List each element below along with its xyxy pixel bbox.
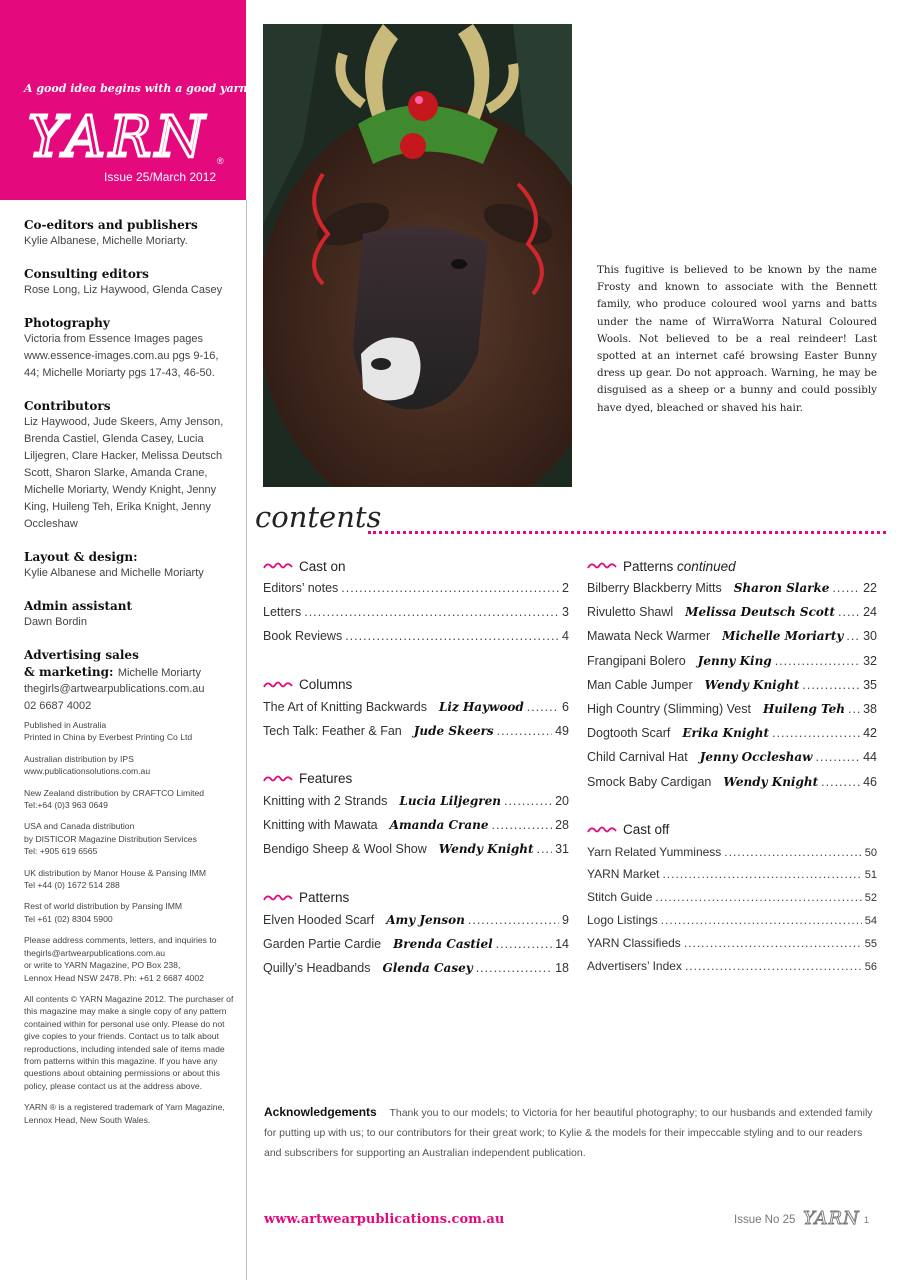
dot-leader bbox=[304, 605, 559, 619]
contents-entry[interactable] bbox=[587, 913, 877, 936]
entry-title: Man Cable Jumper bbox=[587, 677, 693, 692]
section-header bbox=[263, 672, 569, 698]
dot-leader bbox=[476, 961, 552, 975]
credit-text: Liz Haywood, Jude Skeers, Amy Jenson, Brenda Castiel, Glenda Casey, Lucia Liljegren, Clare Hacker, Melissa Deutsch Scott, Sharon Slarke, Amanda Crane, Michelle Moriarty, Wendy Knight, Jenny King, Huileng Teh, Erika Knight, Jenny Occleshaw bbox=[24, 416, 224, 530]
dot-leader bbox=[504, 794, 552, 808]
entry-author: Jude Skeers bbox=[413, 723, 494, 738]
entry-page-number: 28 bbox=[555, 818, 569, 833]
fineprint-paragraph: YARN ® is a registered trademark of Yarn Magazine, Lennox Head, New South Wales. bbox=[24, 1102, 225, 1125]
entry-page-number: 20 bbox=[555, 793, 569, 808]
contents-column-right bbox=[587, 553, 877, 999]
swirl-ornament-icon bbox=[263, 892, 293, 904]
entry-title: Advertisers’ Index bbox=[587, 958, 682, 973]
contents-section bbox=[263, 885, 569, 986]
entry-author: Wendy Knight bbox=[723, 774, 819, 789]
entry-page-number: 38 bbox=[863, 701, 877, 716]
column-divider bbox=[246, 200, 247, 1280]
section-title-text: Features bbox=[299, 771, 353, 787]
entry-title: The Art of Knitting Backwards bbox=[263, 699, 427, 714]
contents-entry[interactable] bbox=[587, 936, 877, 959]
contents-entry[interactable] bbox=[587, 959, 877, 982]
entry-title: Knitting with Mawata bbox=[263, 818, 378, 833]
contents-column-left bbox=[263, 553, 569, 1003]
entry-title: Logo Listings bbox=[587, 913, 658, 928]
fineprint-paragraph: Rest of world distribution by Pansing IMM Tel +61 (02) 8304 5900 bbox=[24, 901, 183, 924]
credit-name: Michelle Moriarty bbox=[117, 667, 201, 679]
entry-title: Child Carnival Hat bbox=[587, 750, 688, 765]
contents-entry[interactable] bbox=[263, 700, 569, 724]
section-title-continued: continued bbox=[677, 558, 736, 574]
entry-page-number: 44 bbox=[863, 750, 877, 765]
entry-page-number: 42 bbox=[863, 726, 877, 741]
dot-leader bbox=[497, 724, 552, 738]
page-number: 1 bbox=[864, 1215, 870, 1225]
contents-entry[interactable] bbox=[587, 581, 877, 605]
dot-leader bbox=[661, 913, 862, 927]
contents-entry[interactable] bbox=[263, 818, 569, 842]
entry-page-number: 4 bbox=[562, 629, 569, 644]
contents-entry[interactable] bbox=[263, 794, 569, 818]
yarn-logo bbox=[26, 98, 226, 168]
entry-author: Melissa Deutsch Scott bbox=[685, 605, 835, 620]
contents-entry[interactable] bbox=[587, 654, 877, 678]
credit-block bbox=[24, 315, 236, 382]
swirl-ornament-icon bbox=[587, 824, 617, 836]
entry-title: Tech Talk: Feather & Fan bbox=[263, 723, 402, 738]
dot-leader bbox=[832, 581, 860, 595]
contents-entry[interactable] bbox=[587, 750, 877, 774]
entry-title: YARN Market bbox=[587, 867, 660, 882]
section-header bbox=[263, 553, 569, 579]
entry-page-number: 30 bbox=[863, 629, 877, 644]
entry-page-number: 24 bbox=[863, 605, 877, 620]
entry-title: Letters bbox=[263, 605, 302, 620]
credit-advertising bbox=[24, 647, 236, 715]
credit-text: Dawn Bordin bbox=[24, 616, 87, 628]
entry-title: Editors’ notes bbox=[263, 581, 339, 595]
footer-issue: Issue No 25 bbox=[734, 1214, 796, 1226]
credit-heading: Advertising sales bbox=[24, 648, 139, 662]
section-title-text: Cast off bbox=[623, 822, 670, 838]
photo-caption: This fugitive is believed to be known by the name Frosty and known to associate with the Bennett family, who produce coloured wool yarns and batts under the name of WirraWorra Natural Coloured Wools. Not believed to be a real reindeer! Last spotted at an internet café browsing Easter Bunny dress up gear. Do not approach. Warning, he may be disguised as a sheep or a bunny and could possibly have dyed, bleached or shaved his hair. bbox=[597, 264, 877, 414]
entry-author: Amy Jenson bbox=[386, 912, 465, 927]
entry-page-number: 6 bbox=[562, 699, 569, 714]
entry-author: Brenda Castiel bbox=[393, 936, 493, 951]
entry-page-number: 18 bbox=[555, 960, 569, 975]
entry-page-number: 14 bbox=[555, 936, 569, 951]
entry-title: Yarn Related Yumminess bbox=[587, 844, 722, 859]
credit-heading: Photography bbox=[24, 316, 110, 330]
section-title bbox=[299, 559, 346, 574]
section-title bbox=[299, 771, 352, 786]
section-title bbox=[299, 677, 352, 692]
entry-page-number: 32 bbox=[863, 653, 877, 668]
contents-entry[interactable] bbox=[587, 702, 877, 726]
acknowledgements-heading: Acknowledgements bbox=[264, 1105, 377, 1119]
entry-author: Wendy Knight bbox=[438, 842, 534, 857]
contents-title: contents bbox=[255, 500, 382, 534]
dot-leader bbox=[772, 726, 860, 740]
section-title bbox=[623, 822, 669, 837]
section-title-text: Cast on bbox=[299, 558, 346, 574]
website-link[interactable]: www.artwearpublications.com.au bbox=[264, 1212, 505, 1227]
contents-section bbox=[263, 672, 569, 748]
contents-section bbox=[587, 817, 877, 982]
swirl-ornament-icon bbox=[263, 773, 293, 785]
credit-text: Kylie Albanese and Michelle Moriarty bbox=[24, 567, 204, 579]
dot-leader bbox=[341, 581, 559, 595]
entry-page-number: 50 bbox=[864, 846, 877, 859]
credit-block bbox=[24, 217, 236, 250]
credit-block bbox=[24, 398, 236, 533]
entry-title: Bilberry Blackberry Mitts bbox=[587, 581, 722, 595]
entry-page-number: 2 bbox=[562, 581, 569, 595]
entry-page-number: 3 bbox=[562, 605, 569, 620]
registered-mark: ® bbox=[217, 156, 224, 166]
dot-leader bbox=[655, 890, 861, 904]
dot-leader bbox=[821, 775, 860, 789]
entry-page-number: 22 bbox=[863, 581, 877, 595]
credit-block bbox=[24, 549, 236, 582]
contents-entry[interactable] bbox=[263, 629, 569, 653]
dot-leader bbox=[848, 702, 860, 716]
fineprint-paragraph: Australian distribution by IPS www.publicationsolutions.com.au bbox=[24, 753, 151, 777]
dot-leader bbox=[468, 913, 559, 927]
footer-yarn-logo bbox=[802, 1207, 860, 1229]
entry-author: Wendy Knight bbox=[704, 677, 800, 692]
contents-section bbox=[587, 553, 877, 799]
contents-entry[interactable] bbox=[587, 605, 877, 629]
credit-heading: Admin assistant bbox=[24, 599, 133, 613]
entry-page-number: 52 bbox=[864, 892, 877, 905]
contents-entry[interactable] bbox=[263, 937, 569, 961]
contents-entry[interactable] bbox=[263, 724, 569, 748]
dot-leader bbox=[527, 700, 559, 714]
dot-leader bbox=[685, 959, 862, 973]
entry-title: Elven Hooded Scarf bbox=[263, 912, 375, 927]
dot-leader bbox=[838, 605, 860, 619]
contents-entry[interactable] bbox=[587, 867, 877, 890]
credit-text: Rose Long, Liz Haywood, Glenda Casey bbox=[24, 284, 223, 296]
fineprint-paragraph: New Zealand distribution by CRAFTCO Limited Tel:+64 (0)3 963 0649 bbox=[24, 787, 205, 811]
contents-entry[interactable] bbox=[587, 890, 877, 913]
entry-author: Sharon Slarke bbox=[733, 581, 830, 595]
credit-block bbox=[24, 266, 236, 299]
entry-title: Bendigo Sheep & Wool Show bbox=[263, 842, 427, 857]
entry-title: Rivuletto Shawl bbox=[587, 605, 674, 620]
contents-entry[interactable] bbox=[587, 775, 877, 799]
entry-title: Garden Partie Cardie bbox=[263, 936, 382, 951]
entry-title: Knitting with 2 Strands bbox=[263, 793, 388, 808]
fineprint-paragraph: USA and Canada distribution by DISTICOR Magazine Distribution Services Tel: +905 619 6565 bbox=[24, 821, 197, 857]
contact-email[interactable]: thegirls@artwearpublications.com.au bbox=[24, 683, 205, 695]
entry-author: Huileng Teh bbox=[762, 701, 845, 716]
credit-heading: Consulting editors bbox=[24, 267, 149, 281]
dot-leader bbox=[724, 845, 861, 859]
credit-block bbox=[24, 598, 236, 631]
contact-phone: 02 6687 4002 bbox=[24, 700, 92, 712]
contents-entry[interactable] bbox=[587, 845, 877, 868]
entry-page-number: 9 bbox=[562, 912, 569, 927]
dot-leader bbox=[345, 629, 559, 643]
entry-title: Quilly’s Headbands bbox=[263, 960, 371, 975]
entry-title: Frangipani Bolero bbox=[587, 653, 686, 668]
entry-title: Smock Baby Cardigan bbox=[587, 774, 712, 789]
credit-heading: & marketing: bbox=[24, 665, 114, 679]
section-title bbox=[299, 890, 349, 905]
section-title-text: Patterns bbox=[623, 558, 674, 574]
section-title-text: Patterns bbox=[299, 890, 350, 905]
dot-leader bbox=[492, 818, 553, 832]
section-header bbox=[263, 766, 569, 792]
entry-title: Mawata Neck Warmer bbox=[587, 629, 711, 644]
entry-page-number: 54 bbox=[864, 915, 877, 928]
fineprint-paragraph: Published in Australia Printed in China by Everbest Printing Co Ltd bbox=[24, 720, 193, 743]
section-header bbox=[263, 885, 569, 911]
contents-entry[interactable] bbox=[263, 913, 569, 937]
entry-author: Michelle Moriarty bbox=[722, 629, 844, 644]
entry-page-number: 35 bbox=[863, 677, 877, 692]
entry-title: High Country (Slimming) Vest bbox=[587, 701, 751, 716]
footer-logo-text: YARN bbox=[803, 1208, 860, 1229]
credit-text: Kylie Albanese, Michelle Moriarty. bbox=[24, 235, 188, 247]
dot-leader bbox=[846, 629, 860, 643]
acknowledgements-text: Thank you to our models; to Victoria for her beautiful photography; to our husbands and extended family for putting up with us; to our contributors for their great work; to Kylie & the models for their impeccable styling and to our readers and subscribers for supporting an Australian independent publication. bbox=[264, 1107, 873, 1159]
dot-leader bbox=[802, 678, 860, 692]
reindeer-sheep-photo bbox=[263, 24, 572, 487]
contents-section bbox=[263, 766, 569, 867]
section-header bbox=[587, 817, 877, 843]
entry-title: Dogtooth Scarf bbox=[587, 726, 671, 741]
entry-author: Glenda Casey bbox=[382, 960, 473, 975]
yarn-logo-text: YARN bbox=[28, 105, 209, 168]
entry-author: Jenny King bbox=[697, 653, 772, 668]
section-title bbox=[623, 559, 736, 574]
swirl-ornament-icon bbox=[263, 560, 293, 572]
dot-leader bbox=[537, 842, 553, 856]
dot-leader bbox=[662, 867, 861, 881]
entry-author: Erika Knight bbox=[682, 726, 770, 741]
fineprint-paragraph: UK distribution by Manor House & Pansing IMM Tel +44 (0) 1672 514 288 bbox=[24, 867, 206, 891]
entry-title: YARN Classifieds bbox=[587, 935, 681, 950]
contents-dotted-rule bbox=[368, 531, 886, 534]
credits bbox=[24, 217, 236, 731]
entry-page-number: 55 bbox=[864, 937, 877, 950]
entry-title: Book Reviews bbox=[263, 629, 343, 644]
entry-title: Stitch Guide bbox=[587, 890, 653, 905]
entry-page-number: 49 bbox=[555, 723, 569, 738]
contents-entry[interactable] bbox=[263, 961, 569, 985]
entry-author: Jenny Occleshaw bbox=[699, 750, 813, 765]
contents-entry[interactable] bbox=[263, 605, 569, 629]
entry-page-number: 51 bbox=[864, 869, 877, 882]
dot-leader bbox=[775, 654, 860, 668]
dot-leader bbox=[684, 936, 862, 950]
contents-entry[interactable] bbox=[587, 726, 877, 750]
contents-entry[interactable] bbox=[263, 842, 569, 866]
acknowledgements bbox=[264, 1102, 880, 1163]
contents-section bbox=[263, 553, 569, 654]
credit-heading: Contributors bbox=[24, 399, 111, 413]
swirl-ornament-icon bbox=[263, 679, 293, 691]
section-header bbox=[587, 553, 877, 579]
swirl-ornament-icon bbox=[587, 560, 617, 572]
tagline: A good idea begins with a good yarn bbox=[24, 82, 248, 95]
credit-text: Victoria from Essence Images pages www.essence-images.com.au pgs 9-16, 44; Michelle Moriarty pgs 17-43, 46-50. bbox=[24, 333, 219, 379]
entry-page-number: 56 bbox=[864, 960, 877, 973]
entry-author: Amanda Crane bbox=[389, 818, 489, 833]
fineprint-paragraph: All contents © YARN Magazine 2012. The purchaser of this magazine may make a single copy of any pattern contained within for personal use only. Please do not give copies to your friends. Contact us to talk about reproductions, including intended sale of items made from patterns within this magazine. If you have any questions about obtaining permissions or about this policy, please contact us at the address above. bbox=[24, 993, 234, 1091]
contents-entry[interactable] bbox=[587, 678, 877, 702]
section-title-text: Columns bbox=[299, 677, 353, 693]
contents-entry[interactable] bbox=[263, 581, 569, 605]
entry-author: Liz Haywood bbox=[438, 699, 524, 714]
entry-author: Lucia Liljegren bbox=[399, 793, 501, 808]
entry-page-number: 31 bbox=[555, 842, 569, 857]
issue-line: Issue 25/March 2012 bbox=[104, 170, 217, 184]
credit-heading: Co-editors and publishers bbox=[24, 218, 198, 232]
dot-leader bbox=[816, 750, 861, 764]
fineprint-paragraph: Please address comments, letters, and inquiries to thegirls@artwearpublications.com.au or write to YARN Magazine, PO Box 238, Lennox Head NSW 2478. Ph: +61 2 6687 4002 bbox=[24, 935, 217, 983]
entry-page-number: 46 bbox=[863, 774, 877, 789]
fineprint bbox=[24, 719, 236, 1135]
credit-heading: Layout & design: bbox=[24, 550, 138, 564]
dot-leader bbox=[496, 937, 552, 951]
contents-entry[interactable] bbox=[587, 629, 877, 653]
